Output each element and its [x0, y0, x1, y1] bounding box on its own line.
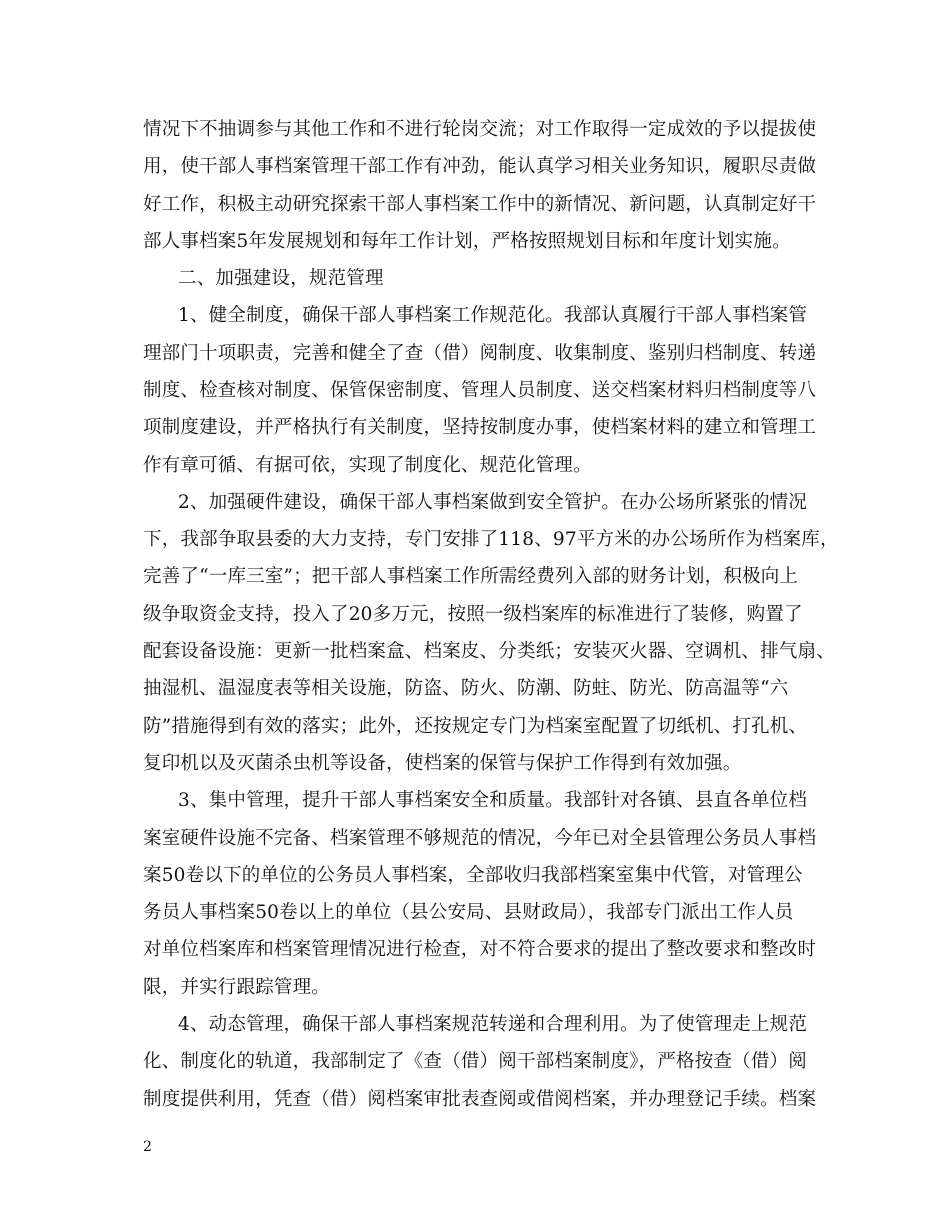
text-line: 1、健全制度，确保干部人事档案工作规范化。我部认真履行干部人事档案管: [178, 305, 808, 326]
text-line: 好工作，积极主动研究探索干部人事档案工作中的新情况、新问题，认真制定好干: [143, 194, 817, 215]
text-line: 制度提供利用，凭查（借）阅档案审批表查阅或借阅档案，并办理登记手续。档案: [143, 1089, 817, 1110]
text-line: 制度、检查核对制度、保管保密制度、管理人员制度、送交档案材料归档制度等八: [143, 380, 817, 401]
text-line: 务员人事档案50卷以上的单位（县公安局、县财政局），我部专门派出工作人员: [143, 902, 794, 923]
section-heading: 二、加强建设，规范管理: [178, 268, 384, 289]
text-line: 完善了“一库三室”；把干部人事档案工作所需经费列入部的财务计划，积极向上: [143, 566, 799, 587]
text-line: 下，我部争取县委的大力支持，专门安排了118、97平方米的办公场所作为档案库，: [143, 529, 839, 550]
text-line: 理部门十项职责，完善和健全了查（借）阅制度、收集制度、鉴别归档制度、转递: [143, 343, 817, 364]
text-line: 情况下不抽调参与其他工作和不进行轮岗交流；对工作取得一定成效的予以提拔使: [143, 119, 817, 140]
text-line: 级争取资金支持，投入了20多万元，按照一级档案库的标准进行了装修，购置了: [143, 604, 803, 625]
text-line: 项制度建设，并严格执行有关制度，坚持按制度办事，使档案材料的建立和管理工: [143, 417, 817, 438]
page-number: 2: [143, 1139, 152, 1155]
text-line: 3、集中管理，提升干部人事档案安全和质量。我部针对各镇、县直各单位档: [178, 790, 808, 811]
text-line: 部人事档案5年发展规划和每年工作计划，严格按照规划目标和年度计划实施。: [143, 231, 791, 252]
text-line: 化、制度化的轨道，我部制定了《查（借）阅干部档案制度》，严格按查（借）阅: [143, 1051, 807, 1072]
text-line: 2、加强硬件建设，确保干部人事档案做到安全管护。在办公场所紧张的情况: [178, 492, 808, 513]
text-line: 限，并实行跟踪管理。: [143, 977, 331, 998]
text-line: 防”措施得到有效的落实；此外，还按规定专门为档案室配置了切纸机、打孔机、: [143, 716, 808, 737]
text-line: 案室硬件设施不完备、档案管理不够规范的情况，今年已对全县管理公务员人事档: [143, 828, 817, 849]
text-line: 配套设备设施：更新一批档案盒、档案皮、分类纸；安装灭火器、空调机、排气扇、: [143, 641, 835, 662]
text-line: 案50卷以下的单位的公务员人事档案，全部收归我部档案室集中代管，对管理公: [143, 865, 803, 886]
text-line: 复印机以及灭菌杀虫机等设备，使档案的保管与保护工作得到有效加强。: [143, 753, 742, 774]
text-line: 用，使干部人事档案管理干部工作有冲劲，能认真学习相关业务知识，履职尽责做: [143, 156, 817, 177]
text-line: 抽湿机、温湿度表等相关设施，防盗、防火、防潮、防蛀、防光、防高温等“六: [143, 678, 789, 699]
text-line: 4、动态管理，确保干部人事档案规范转递和合理利用。为了使管理走上规范: [178, 1014, 808, 1035]
text-line: 对单位档案库和档案管理情况进行检查，对不符合要求的提出了整改要求和整改时: [143, 939, 817, 960]
text-line: 作有章可循、有据可依，实现了制度化、规范化管理。: [143, 455, 592, 476]
